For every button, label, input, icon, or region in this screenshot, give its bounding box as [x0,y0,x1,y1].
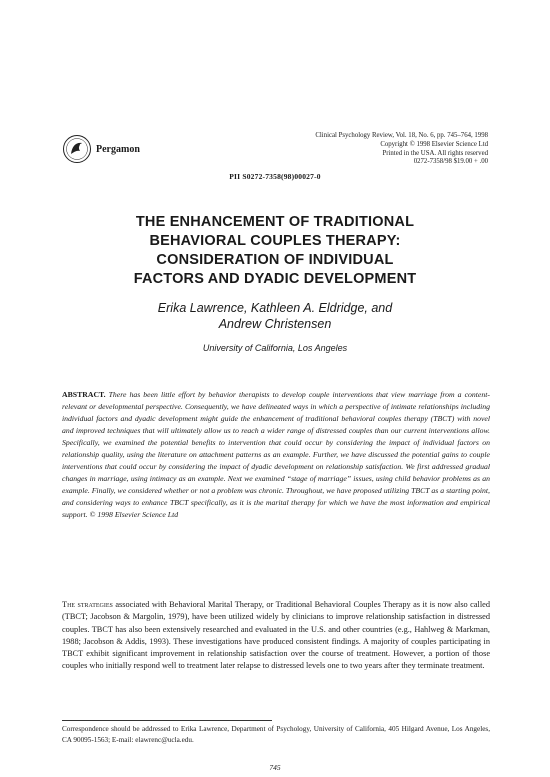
footnote-divider [62,720,272,721]
publisher-name: Pergamon [96,144,140,155]
body-lead-in: The strategies [62,600,113,609]
abstract-label: ABSTRACT. [62,390,106,399]
issn-line: 0272-7358/98 $19.00 + .00 [413,158,488,166]
author-line: Andrew Christensen [218,317,332,331]
copyright-line: Copyright © 1998 Elsevier Science Ltd [380,140,488,148]
printed-line: Printed in the USA. All rights reserved [382,149,488,157]
author-line: Erika Lawrence, Kathleen A. Eldridge, and [157,301,393,315]
body-paragraph [62,599,490,673]
abstract-text: There has been little effort by behavior therapists to develop couple interventions that view marriage from a content-relevant or developmental perspective. Consequently, we have delineated ways in which a perspective of intimate relationships including individual factors and dyadic development might guide the enhancement of traditional behavioral couples therapy (TBCT) with novel and improved techniques that will ultimately allow us to reach a wider range of distressed couples than our current interventions allow. Specifically, we examined the potential benefits to intervention that could occur by considering the impact of individual factors on relationship quality, using the literature on attachment patterns as an example. Further, we have discussed the potential gains to couple interventions that could occur by considering the impact of dyadic development on relationship satisfaction. We first addressed gradual changes in marriage, using intimacy as an example. Next we examined “stage of marriage” issues, using child behavior problems as an example. Finally, we considered whether or not a problem was chronic. Throughout, we have proposed utilizing TBCT as a starting point, and considering ways to enhance TBCT specifically, as it is the marital therapy for which we have the most information and empirical support. © 1998 Elsevier Science Ltd [62,390,490,519]
title-line: CONSIDERATION OF INDIVIDUAL [156,252,394,268]
title-line: BEHAVIORAL COUPLES THERAPY: [149,233,401,249]
journal-citation: Clinical Psychology Review, Vol. 18, No. 6, pp. 745–764, 1998 [315,132,488,139]
pii-identifier: PII S0272-7358(98)00027-0 [229,172,321,181]
title-line: FACTORS AND DYADIC DEVELOPMENT [133,271,417,287]
abstract [62,389,490,521]
affiliation: University of California, Los Angeles [202,343,348,353]
author-list [40,300,510,332]
body-text: associated with Behavioral Marital Therapy, or Traditional Behavioral Couples Therapy as it is now also called (TBCT; Jacobson & Margolin, 1979), have been utilized widely by clinicians to improve relationship satisfaction in distressed couples. TBCT has also been extensively researched and evaluated in the U.S. and other countries (e.g., Hahlweg & Markman, 1988; Jacobson & Addis, 1993). These investigations have produced consistent findings. A majority of couples participating in TBCT exhibit significant improvement in relationship satisfaction over the course of treatment. However, a portion of those couples who initially respond well to treatment later relapse to distressed levels one to two years after they terminate treatment. [62,600,490,671]
article-title [40,213,510,289]
citation-block [248,132,488,167]
page-number: 745 [269,763,281,772]
publisher-logo-icon [62,134,92,164]
correspondence-footnote: Correspondence should be addressed to Erika Lawrence, Department of Psychology, University of California, 405 Hilgard Avenue, Los Angeles, CA 90095-1563; E-mail: elawrenc@ucla.edu. [62,725,490,744]
title-line: THE ENHANCEMENT OF TRADITIONAL [135,214,415,230]
